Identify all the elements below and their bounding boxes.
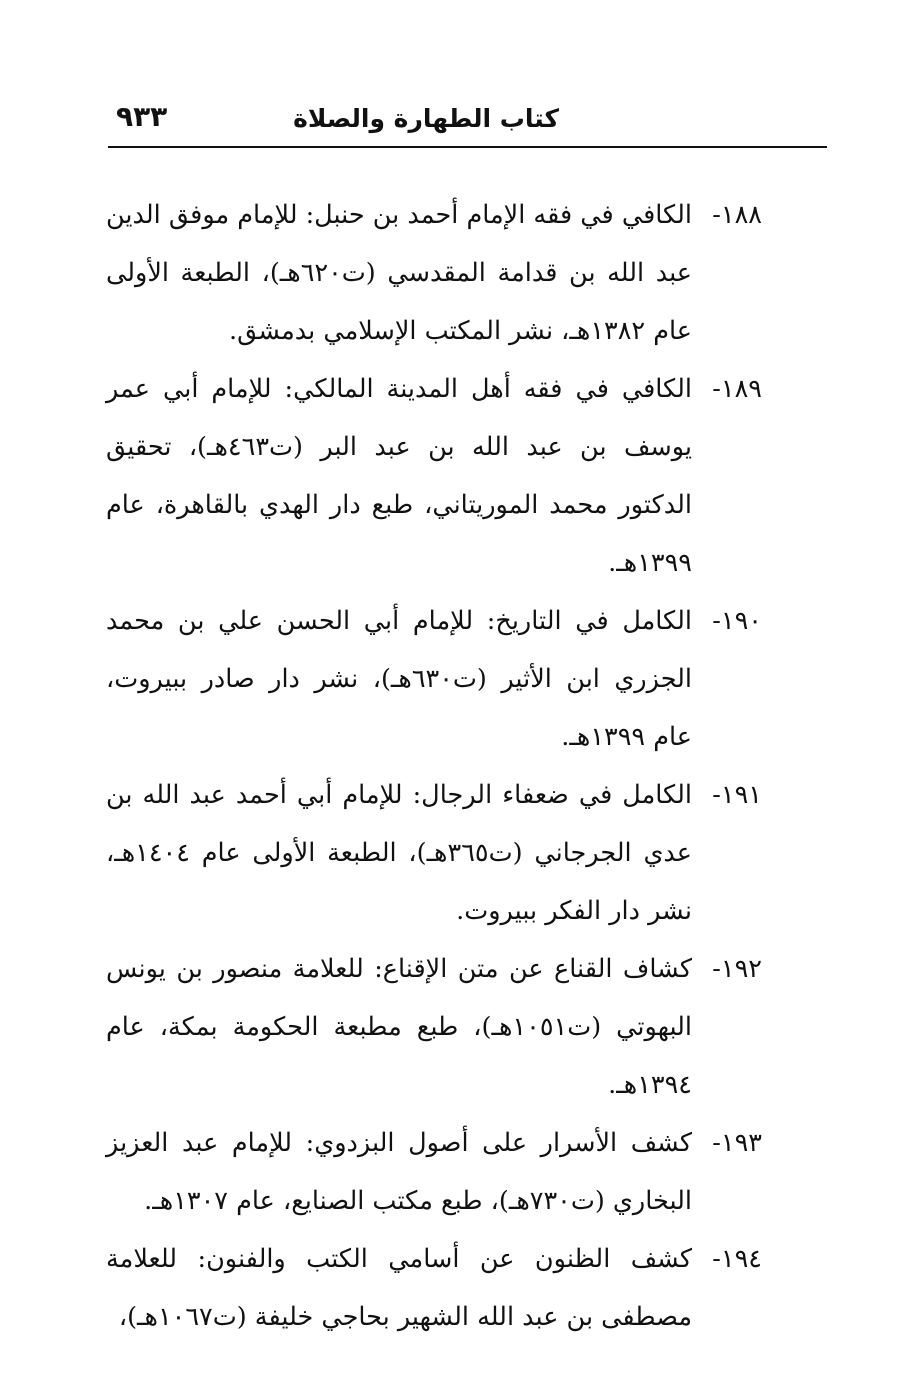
entry-number: ١٨٩- (712, 374, 762, 404)
entry-number: ١٩٤- (712, 1244, 762, 1274)
entry-text: الكامل في ضعفاء الرجال: للإمام أبي أحمد عبد الله بن عدي الجرجاني (ت٣٦٥هـ)، الطبعة الأولى عام ١٤٠٤هـ، نشر دار الفكر ببيروت. (106, 780, 693, 926)
entry-number: ١٩٣- (712, 1128, 762, 1158)
bibliography-list (106, 186, 762, 1346)
entry-number: ١٩١- (712, 780, 762, 810)
entry-text: كشف الأسرار على أصول البزدوي: للإمام عبد العزيز البخاري (ت٧٣٠هـ)، طبع مكتب الصنايع، عام ١٣٠٧هـ. (106, 1128, 692, 1216)
entry-text: كشف الظنون عن أسامي الكتب والفنون: للعلامة مصطفى بن عبد الله الشهير بحاجي خليفة (ت١٠٦٧هـ)، (106, 1244, 692, 1332)
entry-number: ١٨٨- (712, 200, 762, 230)
running-header (108, 96, 827, 148)
entry-number: ١٩٠- (712, 606, 762, 636)
bibliography-entry (106, 766, 762, 940)
bibliography-entry (106, 592, 762, 766)
bibliography-entry (106, 360, 762, 592)
entry-number: ١٩٢- (712, 954, 762, 984)
bibliography-entry (106, 1230, 762, 1346)
page-number: ٩٣٣ (116, 100, 168, 133)
entry-text: الكافي في فقه الإمام أحمد بن حنبل: للإمام موفق الدين عبد الله بن قدامة المقدسي (ت٦٢٠هـ)، الطبعة الأولى عام ١٣٨٢هـ، نشر المكتب الإسلامي بدمشق. (106, 200, 692, 346)
bibliography-entry (106, 940, 762, 1114)
bibliography-entry (106, 186, 762, 360)
entry-text: كشاف القناع عن متن الإقناع: للعلامة منصور بن يونس البهوتي (ت١٠٥١هـ)، طبع مطبعة الحكومة بمكة، عام ١٣٩٤هـ. (106, 954, 693, 1100)
entry-text: الكافي في فقه أهل المدينة المالكي: للإمام أبي عمر يوسف بن عبد الله بن عبد البر (ت٤٦٣هـ)، تحقيق الدكتور محمد الموريتاني، طبع دار الهدي بالقاهرة، عام ١٣٩٩هـ. (106, 374, 693, 578)
header-title: كتاب الطهارة والصلاة (293, 104, 559, 133)
entry-text: الكامل في التاريخ: للإمام أبي الحسن علي بن محمد الجزري ابن الأثير (ت٦٣٠هـ)، نشر دار صادر ببيروت، عام ١٣٩٩هـ. (106, 606, 693, 752)
bibliography-entry (106, 1114, 762, 1230)
